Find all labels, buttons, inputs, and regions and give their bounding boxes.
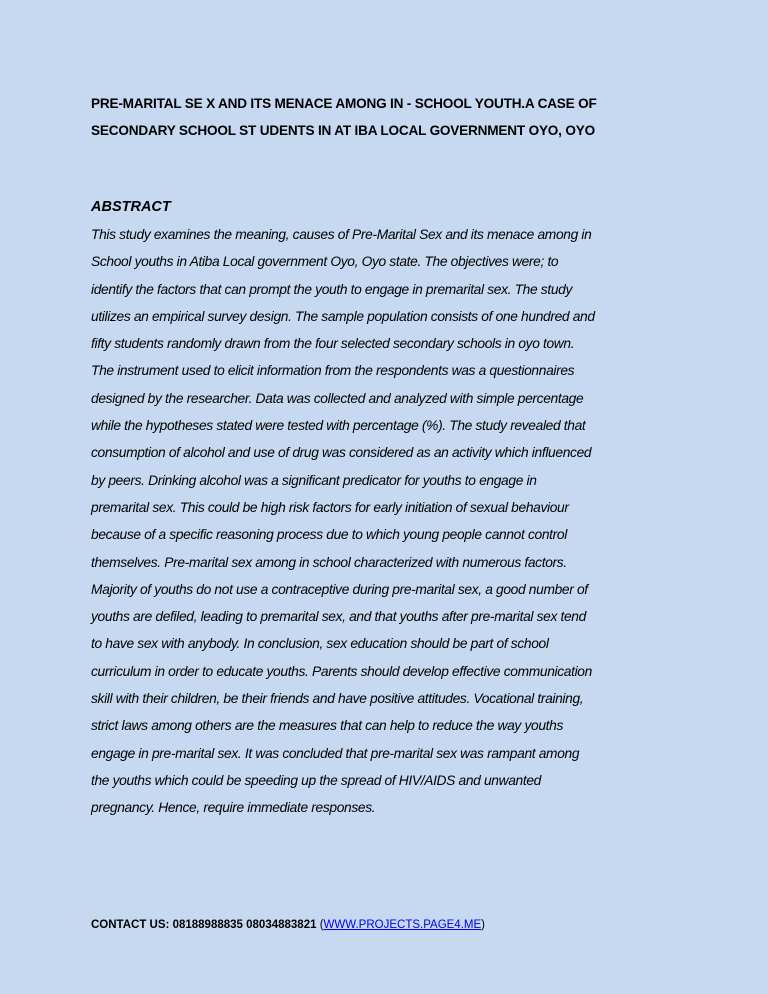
contact-phone-2: 08034883821 <box>246 919 317 931</box>
abstract-line: fifty students randomly drawn from the four selected secondary schools in oyo town. <box>91 336 575 352</box>
abstract-line: skill with their children, be their friends and have positive attitudes. Vocational training, <box>91 691 584 707</box>
link-open-paren: ( <box>319 919 324 931</box>
document-title <box>91 90 731 144</box>
abstract-line: because of a specific reasoning process due to which young people cannot control <box>91 527 567 543</box>
title-line-1: PRE-MARITAL SE X AND ITS MENACE AMONG IN - SCHOOL YOUTH.A CASE OF <box>91 96 597 111</box>
abstract-line: strict laws among others are the measures that can help to reduce the way youths <box>91 718 564 734</box>
abstract-line: School youths in Atiba Local government Oyo, Oyo state. The objectives were; to <box>91 254 559 270</box>
abstract-line: This study examines the meaning, causes of Pre-Marital Sex and its menace among in <box>91 227 592 242</box>
abstract-line: pregnancy. Hence, require immediate responses. <box>91 800 376 816</box>
abstract-line: by peers. Drinking alcohol was a significant predicator for youths to engage in <box>91 472 537 488</box>
abstract-line: utilizes an empirical survey design. The sample population consists of one hundred and <box>91 308 595 324</box>
abstract-line: Majority of youths do not use a contraceptive during pre-marital sex, a good number of <box>91 581 588 597</box>
abstract-line: identify the factors that can prompt the youth to engage in premarital sex. The study <box>91 281 573 297</box>
abstract-line: designed by the researcher. Data was collected and analyzed with simple percentage <box>91 390 584 406</box>
abstract-line: engage in pre-marital sex. It was concluded that pre-marital sex was rampant among <box>91 745 580 761</box>
contact-footer <box>91 915 485 935</box>
abstract-line: themselves. Pre-marital sex among in school characterized with numerous factors. <box>91 554 567 570</box>
abstract-line: The instrument used to elicit information from the respondents was a questionnaires <box>91 363 575 379</box>
abstract-heading: ABSTRACT <box>91 199 171 215</box>
link-close-paren: ) <box>481 919 485 931</box>
contact-label: CONTACT US: <box>91 919 170 931</box>
abstract-line: premarital sex. This could be high risk factors for early initiation of sexual behaviour <box>91 499 569 515</box>
contact-phone-1: 08188988835 <box>172 919 243 931</box>
website-link[interactable]: WWW.PROJECTS.PAGE4.ME <box>323 919 482 931</box>
abstract-line: to have sex with anybody. In conclusion, sex education should be part of school <box>91 636 549 652</box>
title-line-2: SECONDARY SCHOOL ST UDENTS IN AT IBA LOCAL GOVERNMENT OYO, OYO <box>91 123 595 138</box>
abstract-line: while the hypotheses stated were tested with percentage (%). The study revealed that <box>91 418 586 434</box>
abstract-line: curriculum in order to educate youths. Parents should develop effective communication <box>91 663 592 679</box>
abstract-line: youths are defiled, leading to premarital sex, and that youths after pre-marital sex tend <box>91 609 586 625</box>
abstract-line: consumption of alcohol and use of drug was considered as an activity which influenced <box>91 445 592 461</box>
abstract-body <box>91 221 691 822</box>
abstract-line: the youths which could be speeding up the spread of HIV/AIDS and unwanted <box>91 772 541 788</box>
